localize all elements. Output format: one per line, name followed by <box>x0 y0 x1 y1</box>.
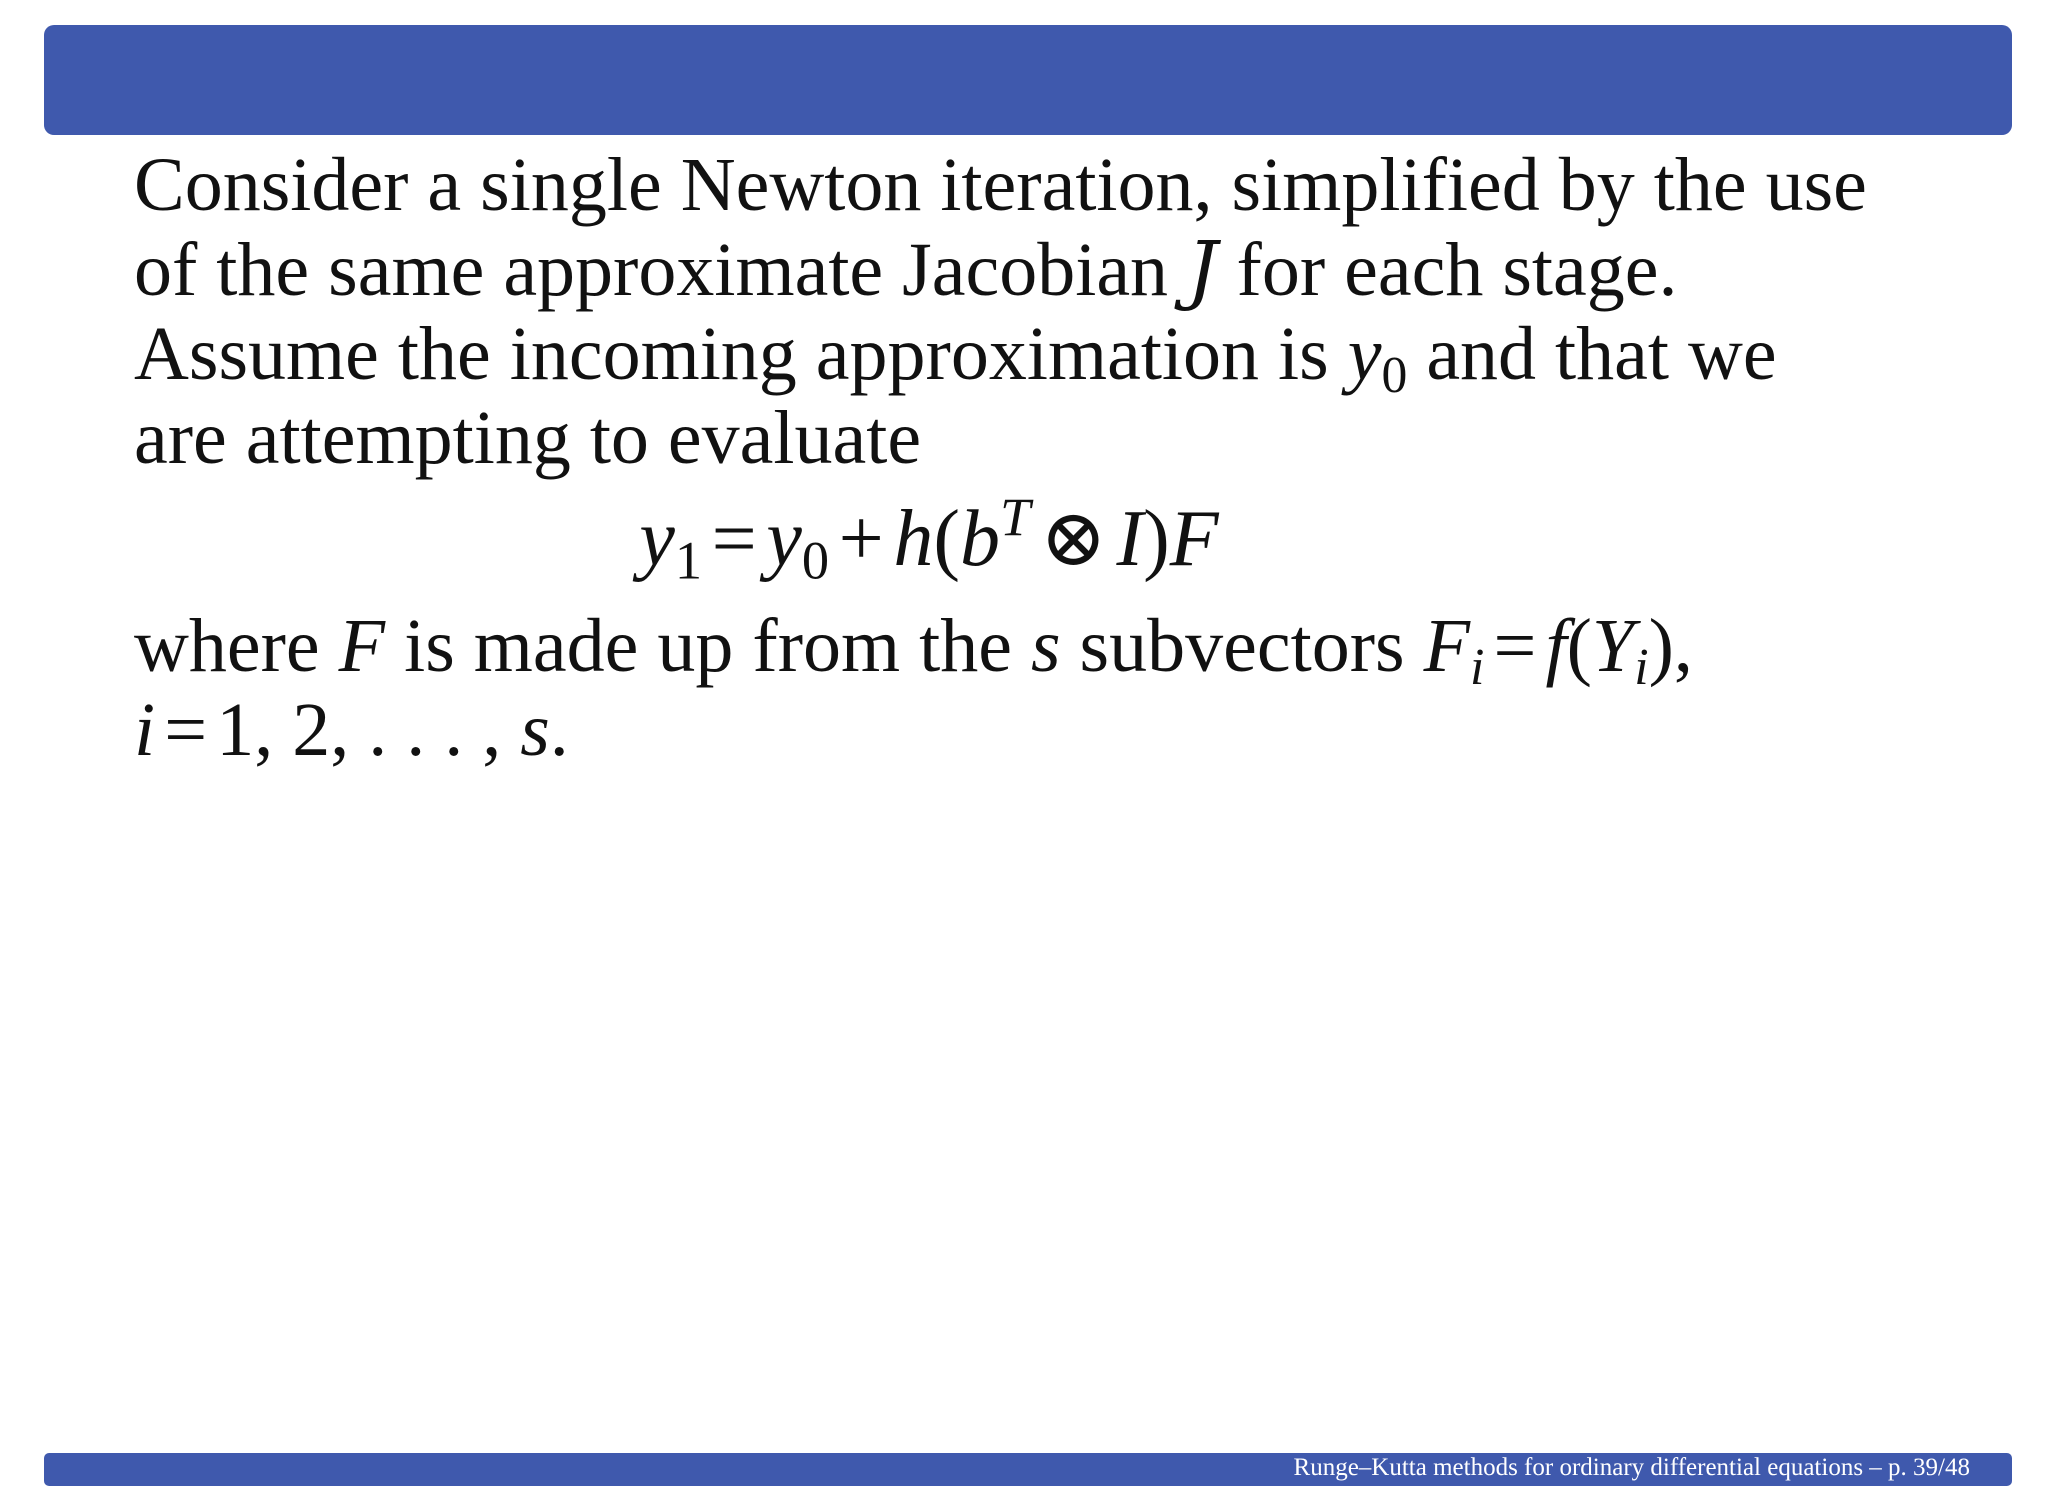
def-index-equals: = <box>164 688 208 772</box>
def-equals: = <box>1493 604 1537 688</box>
footer-title-page: Runge–Kutta methods for ordinary differential equations – p. 39/48 <box>1293 1454 1970 1481</box>
def-Yi: Y <box>1591 604 1635 688</box>
jacobian-symbol: J <box>1187 224 1218 313</box>
eq-identity: I <box>1116 495 1144 583</box>
definition-paragraph <box>134 604 1934 772</box>
display-equation <box>134 487 1934 591</box>
intro-line-4: are attempting to evaluate <box>134 396 922 480</box>
intro-line-2-end: for each stage. <box>1217 228 1678 312</box>
def-Fi: F <box>1423 604 1471 688</box>
header-bar <box>44 25 2012 135</box>
intro-line-1: Consider a single Newton iteration, simplified by the use <box>134 143 1867 227</box>
y0-subscript: 0 <box>1381 346 1408 404</box>
eq-plus: + <box>838 495 884 583</box>
def-s: s <box>1030 604 1061 688</box>
def-index-i: i <box>134 688 156 772</box>
def-F: F <box>338 604 386 688</box>
def-index-s: s <box>520 688 550 772</box>
eq-h: h <box>893 495 934 583</box>
def-subvectors: subvectors <box>1060 604 1424 688</box>
intro-line-2-start: of the same approximate Jacobian <box>134 228 1188 312</box>
def-where: where <box>134 604 339 688</box>
eq-F: F <box>1169 495 1219 583</box>
slide-content <box>134 143 1934 772</box>
intro-line-3-end: and that we <box>1407 312 1777 396</box>
def-index-range: 1, 2, . . . , <box>216 688 521 772</box>
eq-transpose: T <box>1000 487 1031 548</box>
def-made-up: is made up from the <box>385 604 1031 688</box>
y0-variable: y <box>1347 312 1382 396</box>
eq-y1-subscript: 1 <box>674 530 703 591</box>
footer-bar <box>44 1453 2012 1486</box>
intro-line-3-start: Assume the incoming approximation is <box>134 312 1348 396</box>
eq-y0: y <box>766 495 802 583</box>
def-f: f <box>1545 604 1567 688</box>
eq-y1: y <box>639 495 675 583</box>
eq-close-paren: ) <box>1143 495 1170 583</box>
def-open-paren: ( <box>1566 604 1592 688</box>
eq-kronecker: ⊗ <box>1039 495 1107 583</box>
intro-paragraph <box>134 143 1934 480</box>
eq-equals: = <box>711 495 757 583</box>
eq-y0-subscript: 0 <box>801 530 830 591</box>
eq-open-paren: ( <box>933 495 961 583</box>
def-Fi-subscript: i <box>1470 638 1485 696</box>
def-period: . <box>549 688 569 772</box>
def-close-paren-comma: ), <box>1648 604 1693 688</box>
eq-b: b <box>960 495 1001 583</box>
def-Yi-subscript: i <box>1634 638 1649 696</box>
